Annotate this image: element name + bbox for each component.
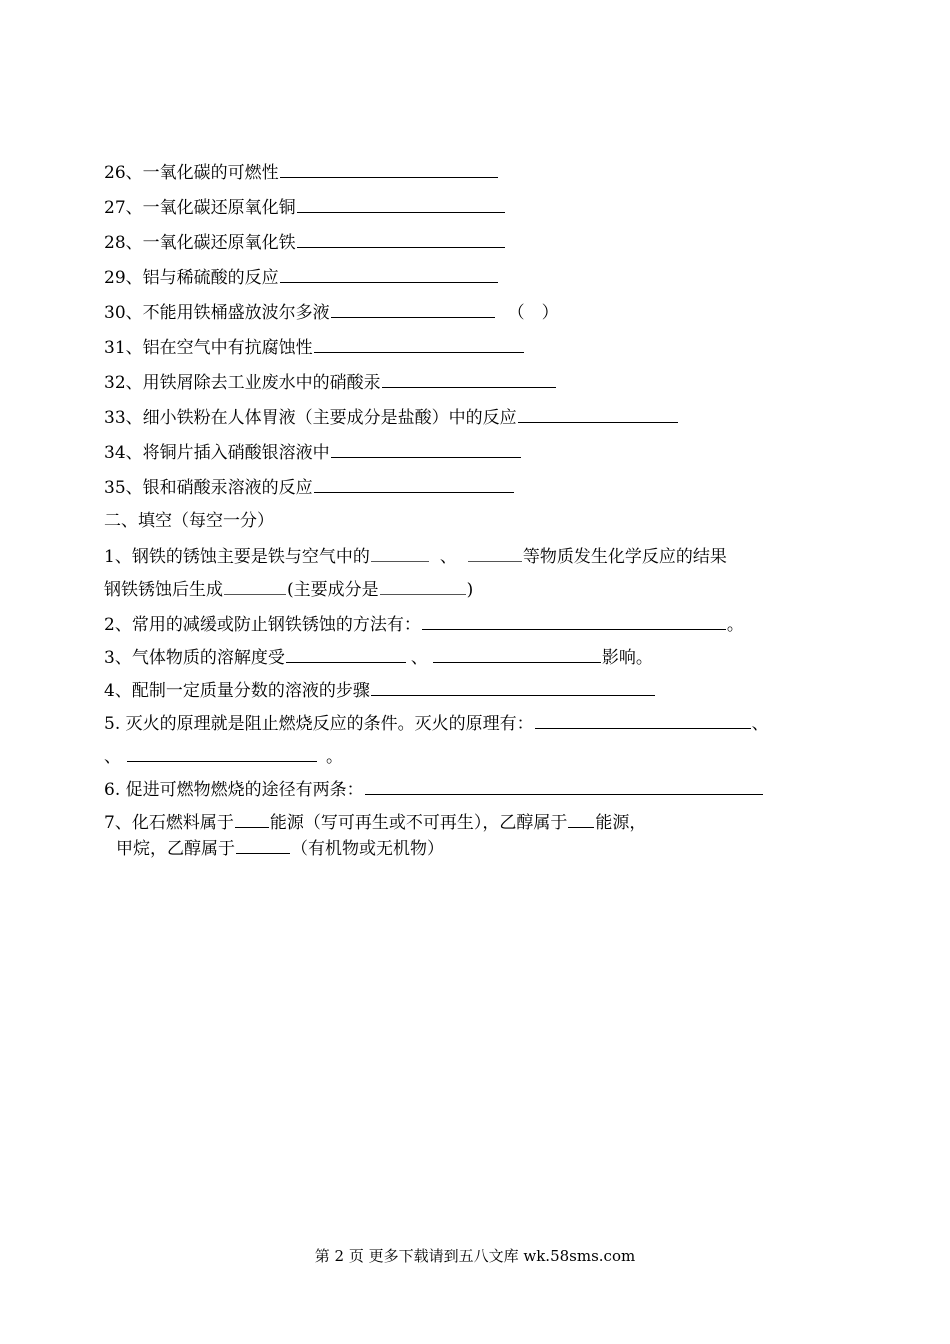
answer-blank[interactable]	[433, 645, 601, 663]
question-number: 28、	[104, 233, 143, 253]
answer-blank[interactable]	[314, 335, 524, 353]
question-32	[104, 370, 557, 394]
answer-blank[interactable]	[371, 544, 429, 562]
question-33	[104, 405, 679, 429]
answer-blank[interactable]	[365, 777, 763, 795]
question-26	[104, 160, 499, 184]
answer-blank[interactable]	[314, 475, 514, 493]
answer-blank[interactable]	[331, 300, 495, 318]
question-text: 将铜片插入硝酸银溶液中	[142, 443, 330, 463]
question-number: 33、	[104, 408, 143, 428]
answer-blank[interactable]	[127, 744, 317, 762]
question-text: 细小铁粉在人体胃液（主要成分是盐酸）中的反应	[142, 408, 517, 428]
fill-question-3: 3、气体物质的溶解度受 、 影响。	[104, 645, 653, 669]
question-text: 一氧化碳的可燃性	[142, 163, 279, 183]
answer-blank[interactable]	[468, 544, 522, 562]
fill-question-1: 1、钢铁的锈蚀主要是铁与空气中的 、 等物质发生化学反应的结果	[104, 544, 727, 568]
question-28	[104, 230, 506, 254]
question-number: 26、	[104, 163, 143, 183]
question-number: 29、	[104, 268, 143, 288]
question-text: 不能用铁桶盛放波尔多液	[142, 303, 330, 323]
question-text: 用铁屑除去工业废水中的硝酸汞	[142, 373, 381, 393]
fill-question-6: 6. 促进可燃物燃烧的途径有两条：	[104, 777, 764, 801]
question-34	[104, 440, 522, 464]
answer-blank[interactable]	[280, 160, 498, 178]
answer-blank[interactable]	[286, 645, 406, 663]
answer-blank[interactable]	[235, 810, 269, 828]
question-30	[104, 300, 559, 324]
answer-blank[interactable]	[535, 711, 751, 729]
question-text: 一氧化碳还原氧化铜	[142, 198, 296, 218]
fill-question-4: 4、配制一定质量分数的溶液的步骤	[104, 678, 656, 702]
question-number: 30、	[104, 303, 143, 323]
fill-question-7: 7、化石燃料属于 能源（写可再生或不可再生），乙醇属于 能源，	[104, 810, 646, 834]
question-number: 31、	[104, 338, 143, 358]
question-number: 32、	[104, 373, 143, 393]
question-27	[104, 195, 506, 219]
answer-blank[interactable]	[280, 265, 498, 283]
question-text: 银和硝酸汞溶液的反应	[142, 478, 313, 498]
answer-blank[interactable]	[518, 405, 678, 423]
section-title: 二、填空（每空一分）	[104, 511, 274, 531]
question-number: 34、	[104, 443, 143, 463]
fill-question-2: 2、常用的减缓或防止钢铁锈蚀的方法有： 。	[104, 612, 744, 636]
answer-blank[interactable]	[331, 440, 521, 458]
question-text: 一氧化碳还原氧化铁	[142, 233, 296, 253]
question-text: 铝与稀硫酸的反应	[142, 268, 279, 288]
question-number: 27、	[104, 198, 143, 218]
answer-blank[interactable]	[224, 577, 286, 595]
answer-blank[interactable]	[297, 230, 505, 248]
answer-blank[interactable]	[382, 370, 556, 388]
fill-question-5: 5. 灭火的原理就是阻止燃烧反应的条件。灭火的原理有： 、	[104, 711, 769, 735]
question-number: 35、	[104, 478, 143, 498]
fill-question-5-continued: 、 。	[104, 744, 343, 768]
question-text: 铝在空气中有抗腐蚀性	[142, 338, 313, 358]
answer-blank[interactable]	[568, 810, 594, 828]
answer-blank[interactable]	[236, 836, 290, 854]
page-footer: 第 2 页 更多下载请到五八文库 wk.58sms.com	[314, 1247, 636, 1265]
question-29	[104, 265, 499, 289]
choice-parenthesis: （ ）	[507, 303, 559, 323]
question-35	[104, 475, 515, 499]
answer-blank[interactable]	[297, 195, 505, 213]
answer-blank[interactable]	[422, 612, 726, 630]
answer-blank[interactable]	[371, 678, 655, 696]
fill-question-7-continued: 甲烷，乙醇属于 （有机物或无机物）	[116, 836, 444, 860]
question-31	[104, 335, 525, 359]
answer-blank[interactable]	[380, 577, 466, 595]
fill-question-1-continued: 钢铁锈蚀后生成 (主要成分是 )	[104, 577, 473, 601]
